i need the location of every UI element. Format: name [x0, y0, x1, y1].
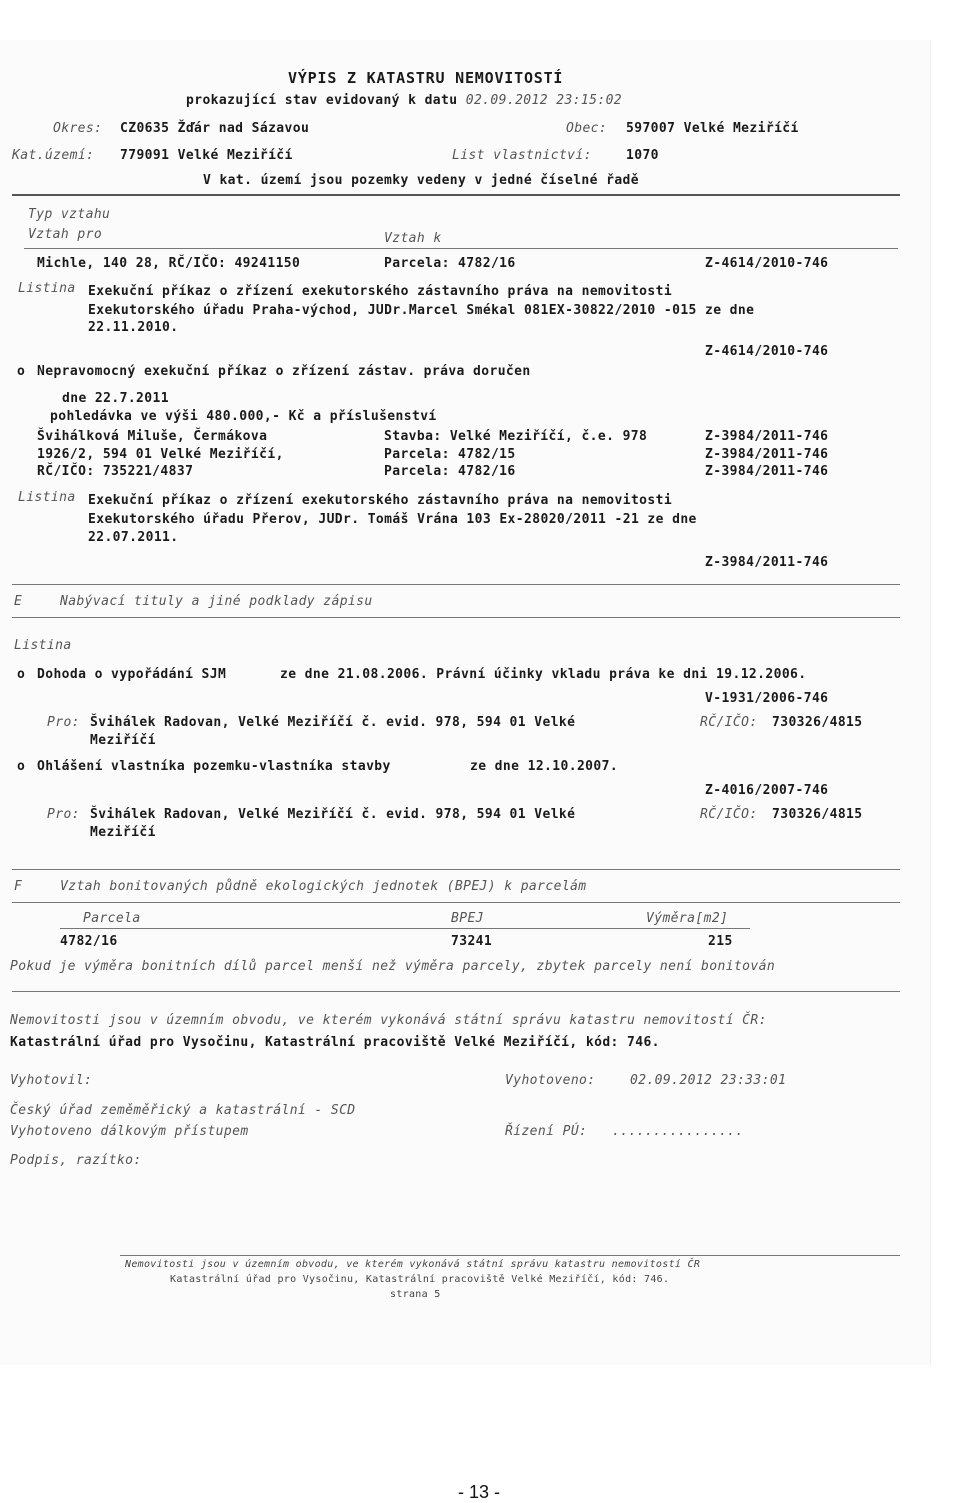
listina2-line3: 22.07.2011. [88, 530, 179, 545]
rizeni-label: Řízení PÚ: [505, 1124, 588, 1139]
e-item2-pro-line2: Meziříčí [90, 825, 156, 840]
cell-bpej: 73241 [451, 934, 493, 949]
col-vymera: Výměra[m2] [646, 911, 729, 926]
listina2-line1: Exekuční příkaz o zřízení exekutorského zástavního práva na nemovitosti [88, 493, 673, 508]
vyhotovil-label: Vyhotovil: [10, 1073, 93, 1088]
column-rule [24, 248, 898, 249]
bpej-note: Pokud je výměra bonitních dílů parcel menší než výměra parcely, zbytek parcely není bonitován [10, 959, 776, 974]
e-item2-rc: 730326/4815 [772, 807, 863, 822]
page-footer-line2: Katastrální úřad pro Vysočinu, Katastrální pracoviště Velké Meziříčí, kód: 746. [170, 1274, 670, 1285]
col-parcela: Parcela [83, 911, 141, 926]
page-footer-line3: strana 5 [390, 1289, 441, 1300]
ref2-2: Z-3984/2011-746 [705, 447, 829, 462]
col-typ-vztahu: Typ vztahu [28, 207, 111, 222]
document-title: VÝPIS Z KATASTRU NEMOVITOSTÍ [288, 69, 564, 87]
listina2-label: Listina [18, 490, 76, 505]
e-item1-pro-line2: Meziříčí [90, 733, 156, 748]
col-bpej: BPEJ [451, 911, 484, 926]
section-f-subrule [12, 902, 900, 903]
listina1-line3: 22.11.2010. [88, 320, 179, 335]
e-item2-rest: ze dne 12.10.2007. [470, 759, 619, 774]
cell-parcela: 4782/16 [60, 934, 118, 949]
section-e-listina-label: Listina [14, 638, 72, 653]
lv-label: List vlastnictví: [452, 148, 592, 163]
e-item2-ref: Z-4016/2007-746 [705, 783, 829, 798]
e-item1-ref: V-1931/2006-746 [705, 691, 829, 706]
item2-line3: pohledávka ve výši 480.000,- Kč a příslušenství [50, 409, 437, 424]
listina1-label: Listina [18, 281, 76, 296]
item2-line2: dne 22.7.2011 [62, 391, 169, 406]
header-note: V kat. území jsou pozemky vedeny v jedné číselné řadě [203, 173, 640, 188]
person2-line2: 1926/2, 594 01 Velké Meziříčí, [37, 447, 284, 462]
header-rule [12, 194, 900, 196]
table-header-rule [60, 928, 750, 929]
page-footer-line1: Nemovitosti jsou v územním obvodu, ve kterém vykonává státní správu katastru nemovitostí ČR [125, 1259, 701, 1270]
obec-label: Obec: [566, 121, 608, 136]
row1-ref: Z-4614/2010-746 [705, 256, 829, 271]
person2-line3: RČ/IČO: 735221/4837 [37, 464, 194, 479]
listina2-ref: Z-3984/2011-746 [705, 555, 829, 570]
e-item1-pro-line1: Švihálek Radovan, Velké Meziříčí č. evid. 978, 594 01 Velké [90, 715, 576, 730]
section-e-rule [12, 584, 900, 585]
e-item1-rc-label: RČ/IČO: [700, 715, 758, 730]
ref2-1: Z-3984/2011-746 [705, 429, 829, 444]
page-number: - 13 - [458, 1482, 501, 1502]
row1-parcel: Parcela: 4782/16 [384, 256, 516, 271]
org-line2: Vyhotoveno dálkovým přístupem [10, 1124, 249, 1139]
podpis-label: Podpis, razítko: [10, 1153, 142, 1168]
item2-title: Nepravomocný exekuční příkaz o zřízení zástav. práva doručen [37, 364, 531, 379]
e-item2-pro-label: Pro: [47, 807, 80, 822]
subtitle [186, 93, 622, 109]
rel2-1: Stavba: Velké Meziříčí, č.e. 978 [384, 429, 648, 444]
e-item1-title: Dohoda o vypořádání SJM [37, 667, 227, 682]
section-f-rule [12, 869, 900, 870]
bullet-icon: o [17, 364, 26, 379]
e-item2-title: Ohlášení vlastníka pozemku-vlastníka stavby [37, 759, 391, 774]
listina1-ref: Z-4614/2010-746 [705, 344, 829, 359]
subtitle-label: prokazující stav evidovaný k datu [186, 93, 458, 108]
subtitle-date: 02.09.2012 23:15:02 [465, 93, 623, 108]
page-footer-rule [120, 1255, 900, 1256]
col-vztah-pro: Vztah pro [28, 227, 103, 242]
section-e-subrule [12, 617, 900, 618]
section-f-title: Vztah bonitovaných půdně ekologických jednotek (BPEJ) k parcelám [60, 879, 587, 894]
listina1-line2: Exekutorského úřadu Praha-východ, JUDr.Marcel Smékal 081EX-30822/2010 -015 ze dne [88, 303, 755, 318]
rel2-3: Parcela: 4782/16 [384, 464, 516, 479]
e-item1-rc: 730326/4815 [772, 715, 863, 730]
lv-value: 1070 [626, 148, 659, 163]
section-e-title: Nabývací tituly a jiné podklady zápisu [60, 594, 373, 609]
okres-value: CZ0635 Žďár nad Sázavou [120, 121, 310, 136]
katuzemi-value: 779091 Velké Meziříčí [120, 148, 293, 163]
rel2-2: Parcela: 4782/15 [384, 447, 516, 462]
listina2-line2: Exekutorského úřadu Přerov, JUDr. Tomáš Vrána 103 Ex-28020/2011 -21 ze dne [88, 512, 697, 527]
org-line1: Český úřad zeměměřický a katastrální - SCD [10, 1103, 356, 1118]
vyhotoveno-label: Vyhotoveno: [505, 1073, 596, 1088]
katuzemi-label: Kat.území: [12, 148, 95, 163]
listina1-line1: Exekuční příkaz o zřízení exekutorského zástavního práva na nemovitosti [88, 284, 673, 299]
vyhotoveno-value: 02.09.2012 23:33:01 [630, 1073, 787, 1088]
okres-label: Okres: [53, 121, 103, 136]
person2-line1: Švihálková Miluše, Čermákova [37, 429, 268, 444]
col-vztah-k: Vztah k [384, 231, 442, 246]
ref2-3: Z-3984/2011-746 [705, 464, 829, 479]
obec-value: 597007 Velké Meziříčí [626, 121, 799, 136]
e-item2-pro-line1: Švihálek Radovan, Velké Meziříčí č. evid. 978, 594 01 Velké [90, 807, 576, 822]
cell-vymera: 215 [708, 934, 733, 949]
bullet-icon: o [17, 759, 26, 774]
row1-person: Michle, 140 28, RČ/IČO: 49241150 [37, 256, 301, 271]
footer-line2: Katastrální úřad pro Vysočinu, Katastrální pracoviště Velké Meziříčí, kód: 746. [10, 1035, 660, 1050]
footer-line1: Nemovitosti jsou v územním obvodu, ve kterém vykonává státní správu katastru nemovitostí ČR: [10, 1013, 767, 1028]
section-f-letter: F [14, 879, 23, 894]
section-f-end-rule [12, 991, 900, 992]
e-item1-rest: ze dne 21.08.2006. Právní účinky vkladu práva ke dni 19.12.2006. [280, 667, 807, 682]
e-item2-rc-label: RČ/IČO: [700, 807, 758, 822]
e-item1-pro-label: Pro: [47, 715, 80, 730]
rizeni-value: ................ [612, 1124, 744, 1139]
section-e-letter: E [14, 594, 23, 609]
bullet-icon: o [17, 667, 26, 682]
